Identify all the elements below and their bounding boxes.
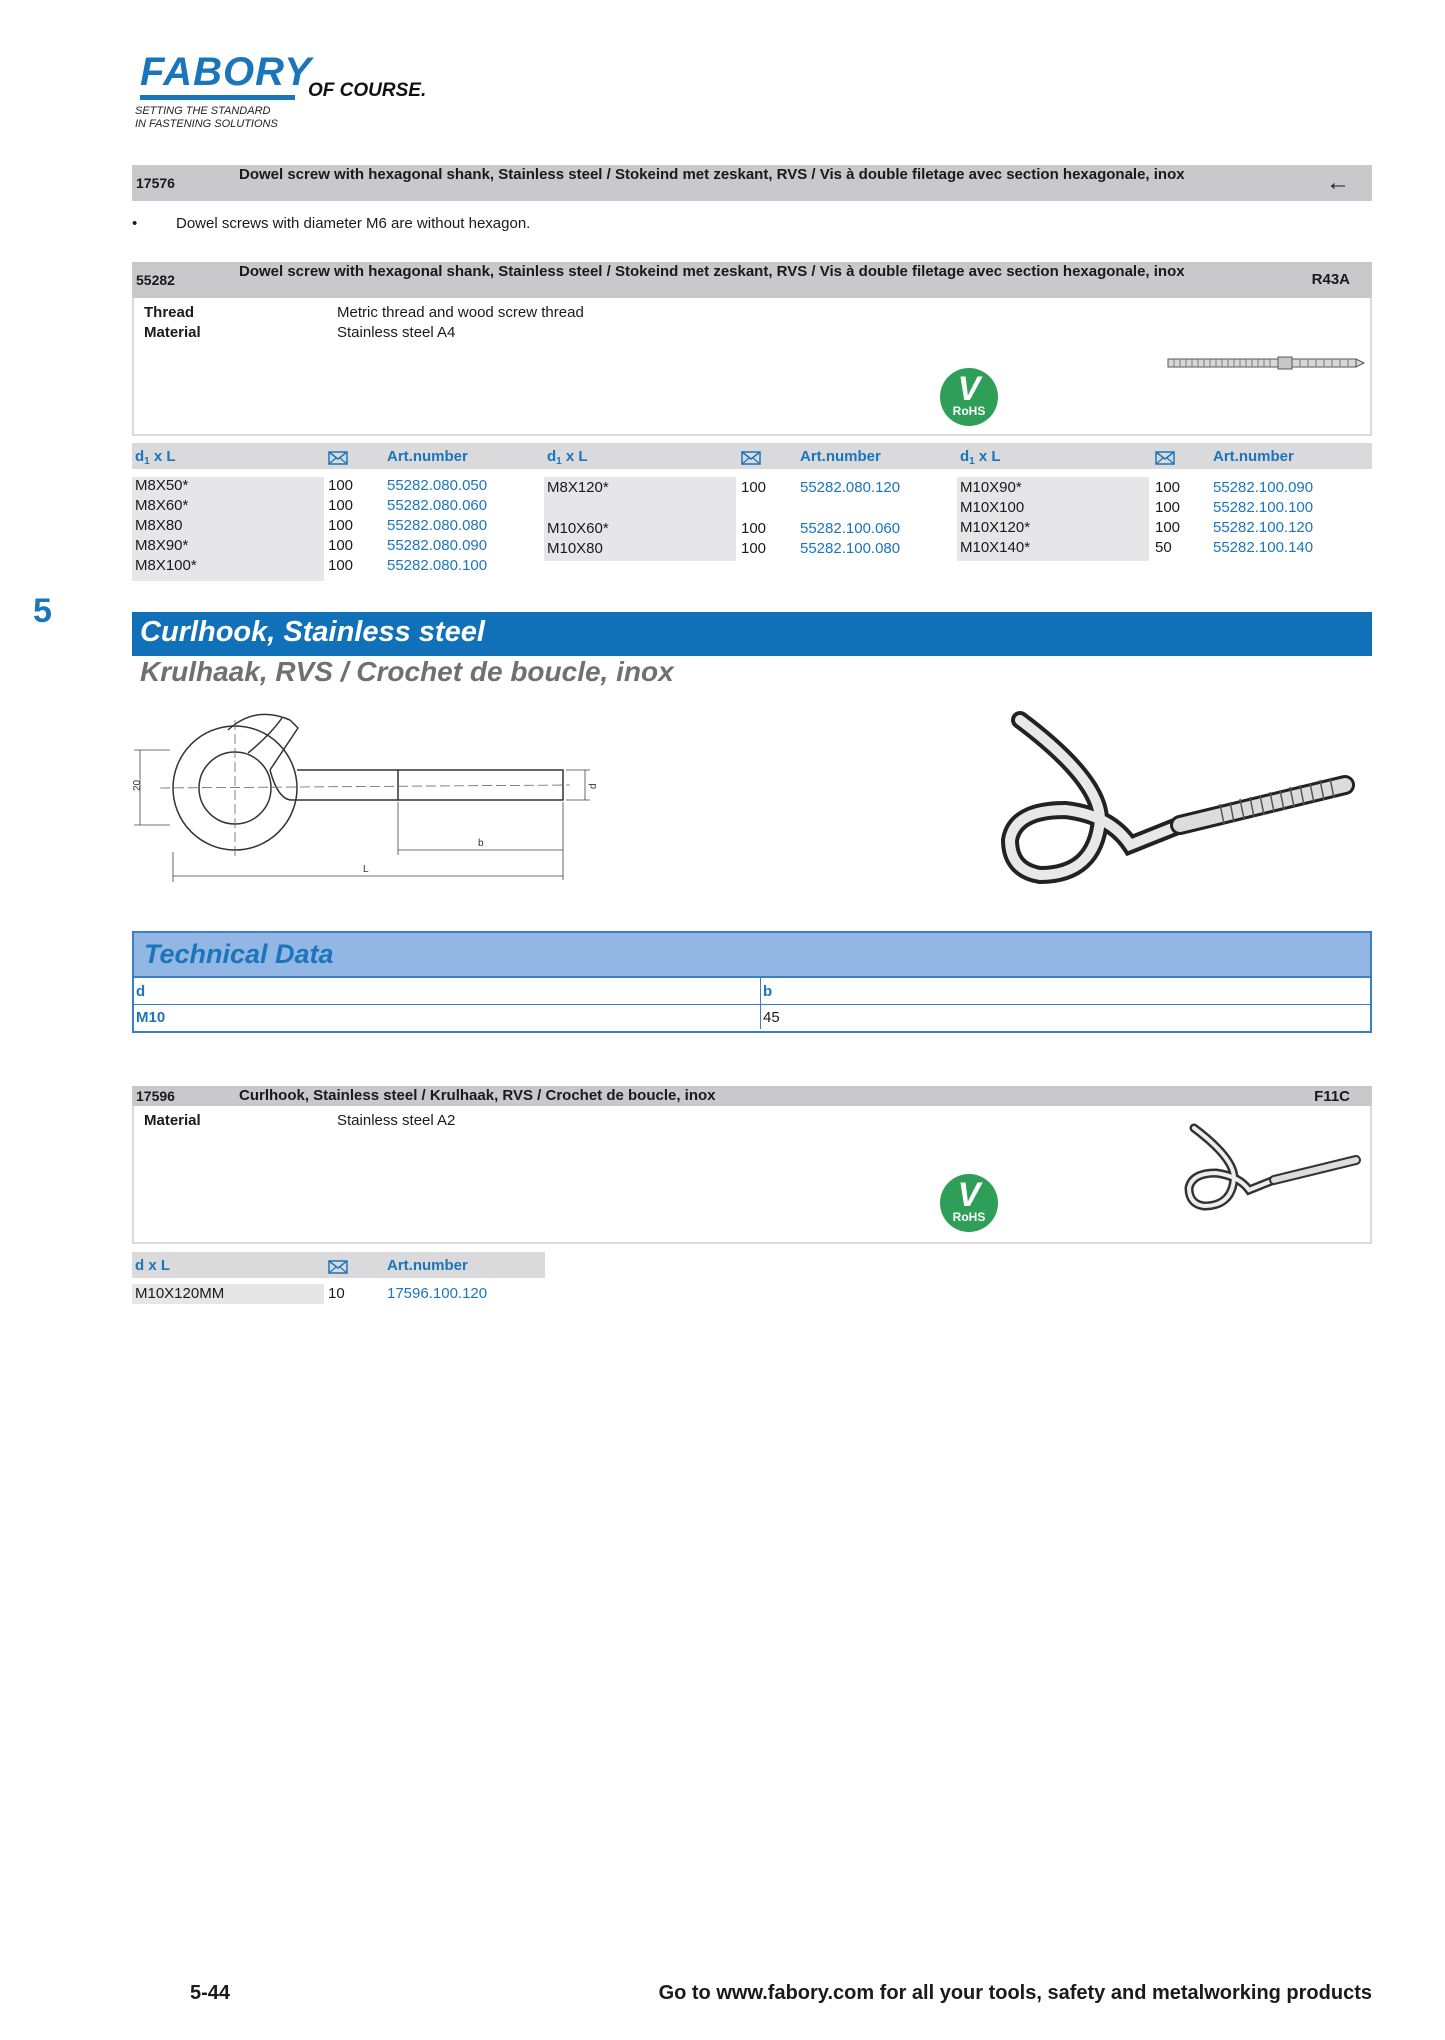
product-title: Curlhook, Stainless steel / Krulhaak, RVS / Crochet de boucle, inox xyxy=(239,1087,716,1104)
col-art-header: Art.number xyxy=(800,448,881,465)
td-value-b: 45 xyxy=(763,1009,780,1026)
thread-label: Thread xyxy=(144,304,195,321)
qty-cell: 100 xyxy=(741,479,767,496)
curlhook-drawing xyxy=(130,700,610,890)
thread-value: Metric thread and wood screw thread xyxy=(337,304,584,321)
dowel-screw-image xyxy=(1166,353,1366,373)
table-row: M10X90* M10X100 M10X120* M10X140* xyxy=(960,479,1031,556)
art-number-column xyxy=(1213,478,1313,558)
art-number-link[interactable]: 55282.100.140 xyxy=(1213,539,1314,556)
section-title: Curlhook, Stainless steel xyxy=(140,616,485,648)
product-details-55282 xyxy=(132,298,1372,436)
mail-icon xyxy=(328,451,348,465)
art-number-link[interactable]: 55282.080.120 xyxy=(800,479,901,496)
art-number-link[interactable]: 55282.100.090 xyxy=(1213,479,1314,496)
product-note: Dowel screws with diameter M6 are without hexagon. xyxy=(176,215,531,232)
col-d-header: $d_1$ x L xyxy=(547,448,588,467)
logo-underline xyxy=(140,95,295,100)
product-details-17596 xyxy=(132,1106,1372,1244)
qty-column: 100 100 100 50 xyxy=(1155,479,1181,556)
art-number-column xyxy=(387,476,487,576)
brand-tagline xyxy=(135,105,278,131)
qty-column: 100 100 xyxy=(741,520,767,557)
col-art-header: Art.number xyxy=(387,1257,468,1274)
table-row: M8X50* M8X60* M8X80 M8X90* M8X100* xyxy=(135,477,197,574)
rohs-badge: V RoHS xyxy=(940,368,998,426)
art-number-link[interactable]: 55282.080.060 xyxy=(387,497,488,514)
qty-cell: 10 xyxy=(328,1285,345,1302)
art-number-link[interactable]: 55282.080.100 xyxy=(387,557,488,574)
chapter-tab: 5 xyxy=(33,592,52,630)
footer-text[interactable]: Go to www.fabory.com for all your tools, safety and metalworking products xyxy=(658,1982,1372,2004)
brand-logo: FABORY xyxy=(140,50,312,94)
col-art-header: Art.number xyxy=(387,448,468,465)
mail-icon xyxy=(1155,451,1175,465)
table-row: M10X120MM xyxy=(135,1285,225,1302)
td-header-d: d xyxy=(136,983,146,1000)
qty-column: 100 100 100 100 100 xyxy=(328,477,354,574)
dim-20: 20 xyxy=(132,779,143,791)
art-number-link[interactable]: 55282.080.080 xyxy=(387,517,488,534)
art-number-column xyxy=(800,519,900,559)
dim-b: b xyxy=(478,838,484,849)
product-header-17576 xyxy=(132,165,1372,201)
curlhook-photo xyxy=(980,700,1360,900)
mail-icon xyxy=(328,1260,348,1274)
mail-icon xyxy=(741,451,761,465)
material-label: Material xyxy=(144,324,201,341)
art-number-link[interactable]: 55282.080.090 xyxy=(387,537,488,554)
td-value-d: M10 xyxy=(136,1009,166,1026)
product-title: Dowel screw with hexagonal shank, Stainless steel / Stokeind met zeskant, RVS / Vis à double filetage avec section hexagonale, inox xyxy=(239,166,1185,183)
rohs-badge: V RoHS xyxy=(940,1174,998,1232)
product-code: 17576 xyxy=(136,175,175,191)
art-number-link[interactable]: 55282.100.100 xyxy=(1213,499,1314,516)
art-number-link[interactable]: 17596.100.120 xyxy=(387,1285,488,1302)
product-code: 17596 xyxy=(136,1088,175,1104)
product-tag: F11C xyxy=(1314,1088,1350,1105)
material-label: Material xyxy=(144,1112,201,1129)
col-d-header: d x L xyxy=(135,1257,171,1274)
page-number: 5-44 xyxy=(190,1982,231,2004)
art-number-link[interactable]: 55282.080.050 xyxy=(387,477,488,494)
tagline-line-1: SETTING THE STANDARD xyxy=(135,105,271,117)
material-value: Stainless steel A2 xyxy=(337,1112,456,1129)
col-art-header: Art.number xyxy=(1213,448,1294,465)
material-value: Stainless steel A4 xyxy=(337,324,456,341)
table-row: M10X60* M10X80 xyxy=(547,520,609,557)
art-number-link[interactable]: 55282.100.080 xyxy=(800,540,901,557)
col-d-header: $d_1$ x L xyxy=(960,448,1001,467)
tagline-line-2: IN FASTENING SOLUTIONS xyxy=(135,118,278,130)
product-header-55282 xyxy=(132,262,1372,298)
art-number-link[interactable]: 55282.100.060 xyxy=(800,520,901,537)
product-header-17596 xyxy=(132,1086,1372,1106)
dim-d: d xyxy=(588,783,599,789)
brand-slogan: OF COURSE. xyxy=(308,80,427,101)
curlhook-thumbnail xyxy=(1174,1118,1364,1218)
section-subtitle: Krulhaak, RVS / Crochet de boucle, inox xyxy=(140,656,674,687)
note-bullet: • xyxy=(132,215,138,232)
technical-data-title: Technical Data xyxy=(144,939,334,969)
product-code: 55282 xyxy=(136,272,175,288)
dim-l: L xyxy=(363,864,369,875)
col-d-header: $d_1$ x L xyxy=(135,448,176,467)
td-header-b: b xyxy=(763,983,773,1000)
back-arrow-icon[interactable]: ← xyxy=(1326,169,1350,196)
product-tag: R43A xyxy=(1311,271,1350,288)
product-title: Dowel screw with hexagonal shank, Stainless steel / Stokeind met zeskant, RVS / Vis à double filetage avec section hexagonale, inox xyxy=(239,263,1185,280)
table-row: M8X120* xyxy=(547,479,609,496)
art-number-link[interactable]: 55282.100.120 xyxy=(1213,519,1314,536)
